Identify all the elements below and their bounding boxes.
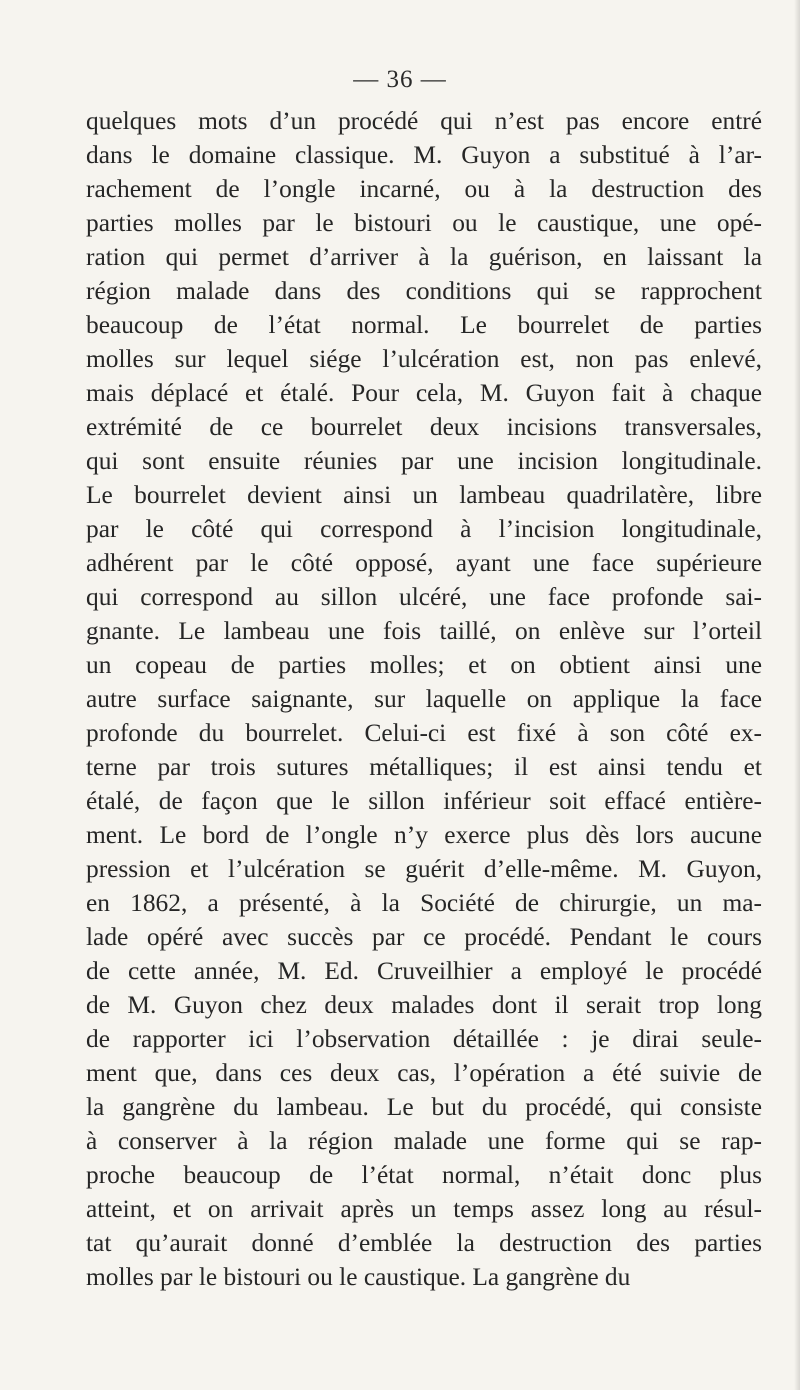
- text-line: profonde du bourrelet. Celui-ci est fixé à son côté ex-: [86, 719, 762, 747]
- text-line: la gangrène du lambeau. Le but du procédé, qui consiste: [86, 1093, 762, 1121]
- text-line: rachement de l’ongle incarné, ou à la destruction des: [86, 175, 762, 203]
- text-line: tat qu’aurait donné d’emblée la destruction des parties: [86, 1229, 762, 1257]
- text-line: molles par le bistouri ou le caustique. La gangrène du: [86, 1263, 631, 1291]
- page-edge-shadow: [794, 0, 800, 1390]
- text-line: Le bourrelet devient ainsi un lambeau quadrilatère, libre: [86, 481, 762, 509]
- text-line: qui correspond au sillon ulcéré, une face profonde sai-: [86, 583, 762, 611]
- text-line: un copeau de parties molles; et on obtient ainsi une: [86, 651, 762, 679]
- text-line: ration qui permet d’arriver à la guérison, en laissant la: [86, 243, 762, 271]
- text-line: adhérent par le côté opposé, ayant une face supérieure: [86, 549, 762, 577]
- text-line: terne par trois sutures métalliques; il est ainsi tendu et: [86, 753, 762, 781]
- text-line: en 1862, a présenté, à la Société de chirurgie, un ma-: [86, 889, 762, 917]
- text-line: étalé, de façon que le sillon inférieur soit effacé entière-: [86, 787, 762, 815]
- text-line: ment. Le bord de l’ongle n’y exerce plus dès lors aucune: [86, 821, 762, 849]
- text-line: proche beaucoup de l’état normal, n’était donc plus: [86, 1161, 762, 1189]
- text-line: région malade dans des conditions qui se rapprochent: [86, 277, 762, 305]
- text-line: gnante. Le lambeau une fois taillé, on enlève sur l’orteil: [86, 617, 762, 645]
- text-line: par le côté qui correspond à l’incision longitudinale,: [86, 515, 762, 543]
- text-line: de M. Guyon chez deux malades dont il serait trop long: [86, 991, 762, 1019]
- text-line: molles sur lequel siége l’ulcération est, non pas enlevé,: [86, 345, 762, 373]
- text-line: pression et l’ulcération se guérit d’elle-même. M. Guyon,: [86, 855, 762, 883]
- text-line: ment que, dans ces deux cas, l’opération a été suivie de: [86, 1059, 762, 1087]
- body-text: [86, 104, 762, 1294]
- text-line: à conserver à la région malade une forme qui se rap-: [86, 1127, 762, 1155]
- text-line: beaucoup de l’état normal. Le bourrelet de parties: [86, 311, 762, 339]
- text-line: autre surface saignante, sur laquelle on applique la face: [86, 685, 762, 713]
- text-line: qui sont ensuite réunies par une incision longitudinale.: [86, 447, 762, 475]
- text-line: mais déplacé et étalé. Pour cela, M. Guyon fait à chaque: [86, 379, 762, 407]
- text-line: parties molles par le bistouri ou le caustique, une opé-: [86, 209, 762, 237]
- text-line: lade opéré avec succès par ce procédé. Pendant le cours: [86, 923, 762, 951]
- text-line: extrémité de ce bourrelet deux incisions transversales,: [86, 413, 762, 441]
- text-line: atteint, et on arrivait après un temps assez long au résul-: [86, 1195, 762, 1223]
- text-line: de cette année, M. Ed. Cruveilhier a employé le procédé: [86, 957, 762, 985]
- page-number: — 36 —: [353, 66, 447, 93]
- text-line: dans le domaine classique. M. Guyon a substitué à l’ar-: [86, 141, 762, 169]
- text-line: quelques mots d’un procédé qui n’est pas encore entré: [86, 107, 762, 135]
- text-line: de rapporter ici l’observation détaillée : je dirai seule-: [86, 1025, 762, 1053]
